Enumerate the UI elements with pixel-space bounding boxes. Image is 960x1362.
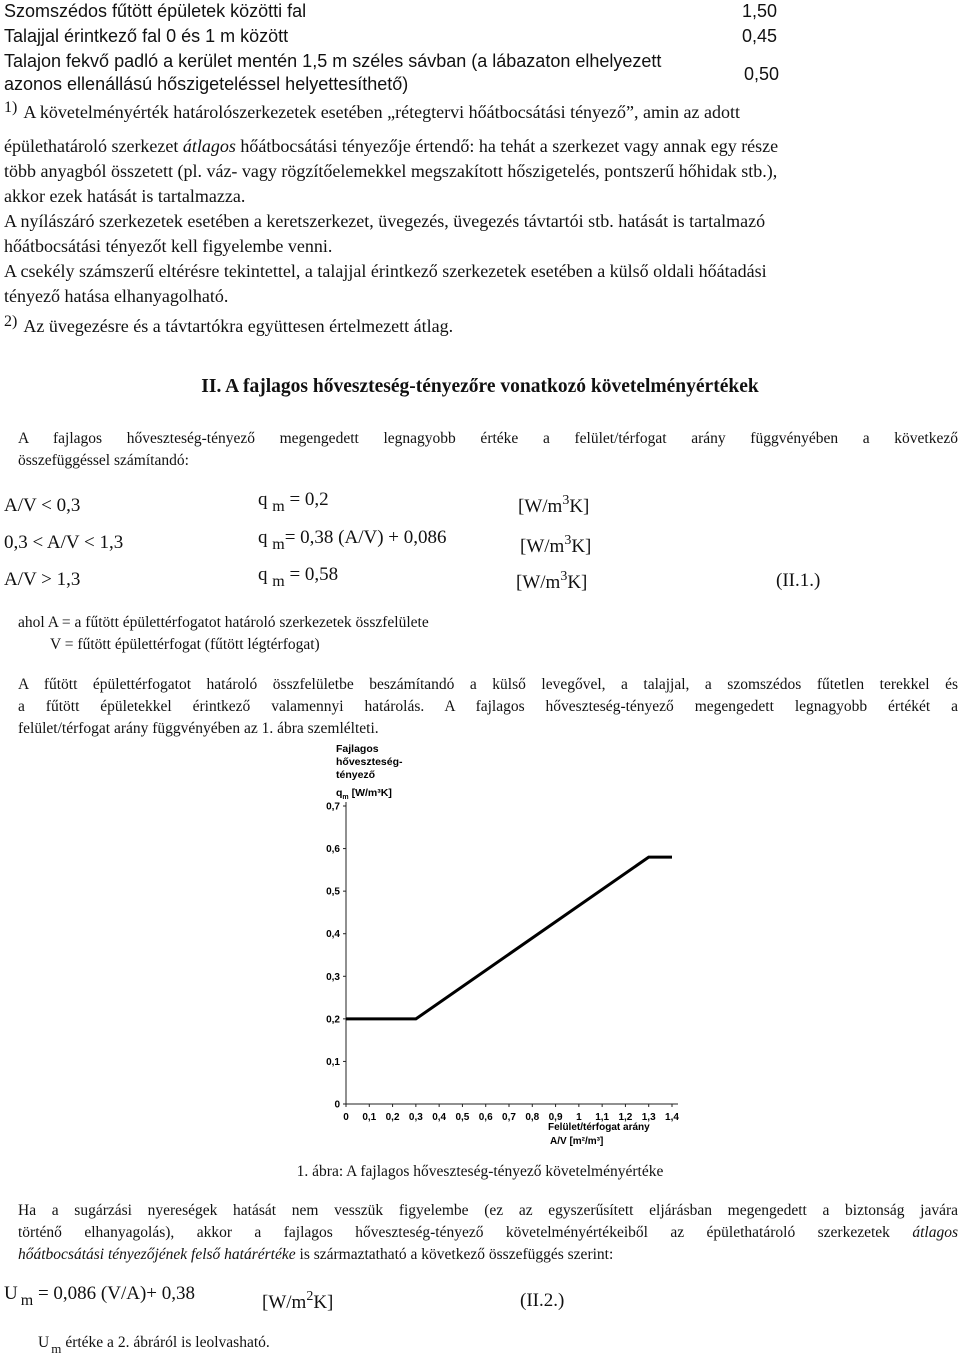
footnote-line: A csekély számszerű eltérésre tekintettel, a talajjal érintkező szerkezetek esetében a külső oldali hőátadási bbox=[4, 261, 767, 281]
subscript: m bbox=[20, 1292, 34, 1309]
text-line: A fűtött épülettérfogatot határoló összfelületbe beszámítandó a külső levegővel, a talajjal, a szomszédos fűtetlen terekkel és bbox=[18, 676, 958, 693]
text: hőátbocsátási tényezője értendő: ha tehát a szerkezet vagy annak egy része bbox=[235, 136, 779, 156]
x-axis-label-line: A/V [m²/m³] bbox=[550, 1136, 604, 1147]
y-tick-label: 0,5 bbox=[326, 886, 340, 898]
unit-sup: 3 bbox=[564, 533, 572, 548]
text-line: Ha a sugárzási nyereségek hatását nem vesszük figyelembe (ez az egyszerűsített eljárásban megengedett a biztonság javára bbox=[18, 1202, 958, 1219]
y-axis-label-line: tényező bbox=[336, 769, 376, 781]
y-tick-label: 0,4 bbox=[326, 929, 340, 941]
intro-paragraph bbox=[18, 428, 958, 472]
text: értéke a 2. ábráról is leolvasható. bbox=[65, 1334, 270, 1351]
text: épülethatároló szerkezet bbox=[4, 136, 183, 156]
x-tick-label: 0,4 bbox=[432, 1112, 447, 1123]
footnote-1 bbox=[4, 100, 740, 126]
expression: = 0,086 (V/A)+ 0,38 bbox=[33, 1283, 195, 1304]
emphasis: átlagos bbox=[912, 1224, 958, 1241]
text-line: a fűtött épületekkel érintkező valamennyi határolás. A fajlagos hőveszteség-tényező megengedett legnagyobb értékét a bbox=[18, 698, 958, 715]
requirement-chart bbox=[300, 738, 700, 1158]
table-row-value: 0,50 bbox=[744, 64, 780, 84]
unit: [W/m³K] bbox=[348, 787, 392, 799]
x-tick-label: 1,1 bbox=[595, 1112, 610, 1123]
footnote-text: Az üvegezésre és a távtartókra együttesen értelmezett átlag. bbox=[23, 316, 454, 336]
formula-expression bbox=[4, 1283, 195, 1309]
x-tick-label: 0,9 bbox=[548, 1112, 563, 1123]
footnote-2 bbox=[4, 314, 453, 340]
expression: = 0,38 (A/V) + 0,086 bbox=[284, 527, 447, 548]
subscript: m bbox=[272, 573, 285, 590]
x-tick-label: 0,8 bbox=[525, 1112, 540, 1123]
x-tick-label: 0,5 bbox=[455, 1112, 470, 1123]
symbol: q bbox=[258, 489, 268, 510]
paragraph bbox=[18, 1200, 958, 1266]
series-line bbox=[346, 857, 672, 1019]
y-tick-label: 0,6 bbox=[326, 844, 340, 856]
y-tick-label: 0 bbox=[334, 1099, 340, 1111]
footnote-line: hőátbocsátási tényezőt kell figyelembe venni. bbox=[4, 236, 333, 256]
unit: K] bbox=[571, 536, 592, 557]
unit: K] bbox=[567, 572, 588, 593]
unit: [W/m bbox=[516, 572, 561, 593]
footnote-marker: 1) bbox=[4, 99, 18, 116]
plot-area bbox=[326, 802, 679, 1124]
formula-reference: (II.2.) bbox=[520, 1290, 565, 1311]
unit: [W/m bbox=[518, 496, 563, 517]
emphasis: átlagos bbox=[182, 136, 236, 156]
footnote-marker: 2) bbox=[4, 313, 18, 330]
table-row-label: azonos ellenállású hőszigeteléssel helyettesíthető) bbox=[4, 74, 409, 94]
table-row-value: 0,45 bbox=[742, 26, 778, 46]
x-tick-label: 1,2 bbox=[618, 1112, 633, 1123]
x-tick-label: 0,6 bbox=[478, 1112, 493, 1123]
formula-expression bbox=[258, 527, 447, 553]
unit-sup: 3 bbox=[562, 493, 570, 508]
subscript: m bbox=[272, 536, 285, 553]
text-line: felület/térfogat arány függvényében az 1. ábra szemlélteti. bbox=[18, 720, 379, 737]
formula-condition: 0,3 < A/V < 1,3 bbox=[4, 532, 124, 553]
table-row-label: Szomszédos fűtött épületek közötti fal bbox=[4, 1, 307, 21]
definition-line: V = fűtött épülettérfogat (fűtött légtérfogat) bbox=[50, 636, 320, 653]
figure-caption: 1. ábra: A fajlagos hőveszteség-tényező követelményértéke bbox=[296, 1163, 664, 1180]
q-symbol: q bbox=[336, 787, 343, 799]
unit: K] bbox=[313, 1292, 334, 1313]
text: történő elhanyagolás), akkor a fajlagos hőveszteség-tényező követelményértékeiből az épülethatároló szerkezetek bbox=[18, 1224, 913, 1241]
symbol: q bbox=[258, 527, 268, 548]
symbol: U bbox=[4, 1283, 18, 1304]
subscript: m bbox=[272, 498, 285, 515]
formula-condition: A/V > 1,3 bbox=[4, 569, 81, 590]
section-heading: II. A fajlagos hőveszteség-tényezőre vonatkozó követelményértékek bbox=[201, 376, 759, 397]
subscript: m bbox=[51, 1341, 62, 1356]
x-tick-label: 0,3 bbox=[408, 1112, 423, 1123]
emphasis: hőátbocsátási tényezőjének felső határértéke bbox=[18, 1246, 296, 1263]
formula-condition: A/V < 0,3 bbox=[4, 495, 81, 516]
text-line bbox=[18, 1222, 958, 1244]
y-tick-label: 0,1 bbox=[326, 1056, 340, 1068]
text: is származtatható a következő összefüggés szerint: bbox=[295, 1246, 614, 1263]
footnote-line: tényező hatása elhanyagolható. bbox=[4, 286, 229, 306]
definition-line: ahol A = a fűtött épülettérfogatot határoló szerkezetek összfelülete bbox=[18, 614, 429, 631]
unit: K] bbox=[569, 496, 590, 517]
unit-sup: 3 bbox=[560, 569, 568, 584]
text-line: összefüggéssel számítandó: bbox=[18, 452, 189, 469]
x-axis-label-line: Felület/térfogat arány bbox=[548, 1122, 650, 1133]
y-tick-label: 0,3 bbox=[326, 971, 340, 983]
x-tick-label: 0 bbox=[343, 1112, 349, 1123]
y-axis-label-line: Fajlagos bbox=[336, 743, 379, 755]
x-tick-label: 1,3 bbox=[641, 1112, 656, 1123]
q-subscript: m bbox=[342, 794, 349, 801]
text-line bbox=[18, 1244, 958, 1266]
unit: [W/m bbox=[520, 536, 565, 557]
paragraph bbox=[18, 674, 958, 740]
expression: = 0,58 bbox=[284, 564, 339, 585]
formula-unit bbox=[520, 533, 592, 558]
footnote-line bbox=[4, 134, 778, 158]
footnote-line: A nyílászáró szerkezetek esetében a keretszerkezet, üvegezés, üvegezés távtartói stb. hatását is tartalmazó bbox=[4, 211, 766, 231]
text-line: A fajlagos hőveszteség-tényező megengedett legnagyobb értéke a felület/térfogat arány függvényében a következő bbox=[18, 430, 958, 447]
expression: = 0,2 bbox=[284, 489, 329, 510]
symbol: q bbox=[258, 564, 268, 585]
formula-unit bbox=[516, 569, 588, 594]
unit: [W/m bbox=[262, 1292, 307, 1313]
symbol: U bbox=[38, 1334, 50, 1351]
x-tick-label: 0,2 bbox=[385, 1112, 400, 1123]
y-axis-label-line: hőveszteség- bbox=[336, 756, 403, 768]
footer-note bbox=[38, 1334, 270, 1356]
table-row-label: Talajon fekvő padló a kerület mentén 1,5 m széles sávban (a lábazaton elhelyezett bbox=[4, 51, 662, 71]
footnote-text: A követelményérték határolószerkezetek esetében „rétegtervi hőátbocsátási tényező”, amin az adott bbox=[23, 102, 740, 122]
formula-reference: (II.1.) bbox=[776, 570, 821, 591]
y-tick-label: 0,2 bbox=[326, 1014, 340, 1026]
footnote-line: akkor ezek hatását is tartalmazza. bbox=[4, 186, 246, 206]
footnote-line: több anyagból összetett (pl. váz- vagy rögzítőelemekkel megszakított hőszigetelés, pontszerű hőhidak stb.), bbox=[4, 161, 778, 181]
x-tick-label: 1,4 bbox=[665, 1112, 679, 1123]
unit-sup: 2 bbox=[306, 1289, 314, 1304]
x-tick-label: 0,7 bbox=[502, 1112, 516, 1123]
x-tick-label: 0,1 bbox=[362, 1112, 377, 1123]
table-row-value: 1,50 bbox=[742, 1, 778, 21]
table-row-label: Talajjal érintkező fal 0 és 1 m között bbox=[4, 26, 289, 46]
formula-expression bbox=[258, 489, 329, 515]
x-tick-label: 1 bbox=[576, 1112, 582, 1123]
formula-unit bbox=[262, 1289, 334, 1314]
y-axis-label-unit bbox=[336, 787, 392, 801]
formula-unit bbox=[518, 493, 590, 518]
y-tick-label: 0,7 bbox=[326, 801, 340, 813]
formula-expression bbox=[258, 564, 339, 590]
